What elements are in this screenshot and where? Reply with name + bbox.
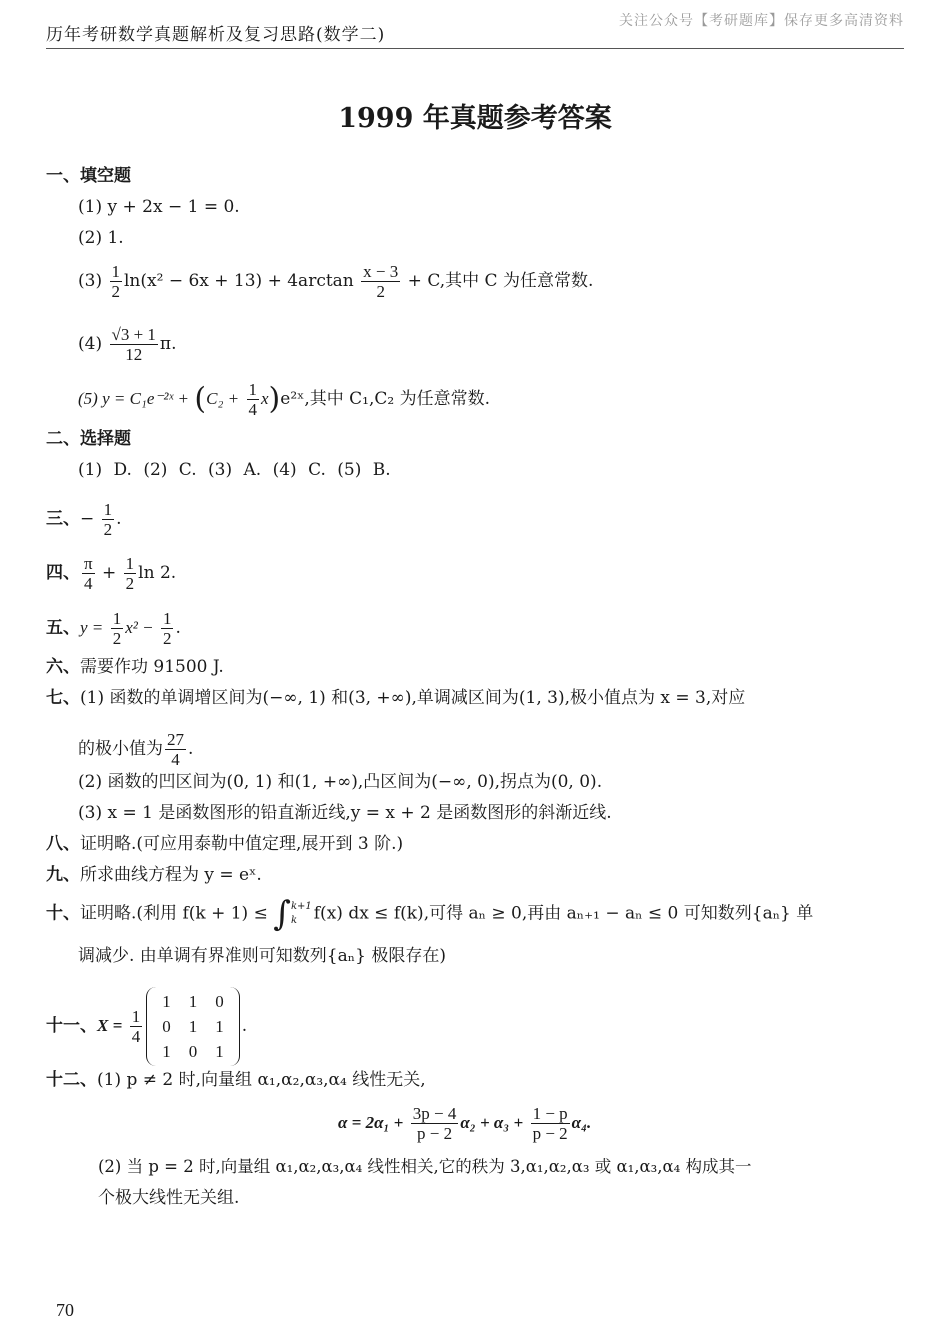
s5-frac-b-den: 2: [162, 629, 172, 648]
s7-label: 七、: [46, 688, 80, 708]
section-6: [46, 655, 224, 679]
matrix-cell: 1: [215, 1042, 224, 1061]
s10-post: f(x) dx ≤ f(k),可得 aₙ ≥ 0,再由 aₙ₊₁ − aₙ ≤ 0 可知数列{aₙ} 单: [313, 903, 814, 924]
section-3: [46, 500, 122, 539]
section-11: [46, 986, 247, 1066]
s5-pre: y =: [80, 618, 104, 637]
matrix-cell: 1: [188, 1017, 198, 1036]
s11-frac: [130, 1007, 143, 1046]
s11-frac-den: 4: [131, 1027, 141, 1046]
s1-4-frac: [110, 325, 158, 364]
s12-eq-frac-a: [411, 1104, 459, 1143]
s7-frac-den: 4: [171, 750, 180, 769]
s1-3-frac-a: [110, 262, 123, 301]
s12-eq-frac-b-num: 1 − p: [532, 1104, 568, 1123]
s5-tail: .: [175, 618, 181, 638]
s12-line-1-text: (1) p ≠ 2 时,向量组 α₁,α₂,α₃,α₄ 线性无关,: [97, 1070, 426, 1090]
s7-line-2-pre: 的极小值为: [78, 739, 163, 759]
s7-line-1-text: (1) 函数的单调增区间为(−∞, 1) 和(3, +∞),单调减区间为(1, 3),极小值点为 x = 3,对应: [80, 688, 746, 708]
s10-upper-limit: k+1: [290, 901, 312, 912]
s11-frac-num: 1: [131, 1007, 141, 1026]
s3-label: 三、: [46, 509, 80, 529]
integral-sign: ∫: [273, 894, 291, 934]
s11-tail: .: [241, 1016, 248, 1036]
s5-mid: x² −: [125, 618, 154, 637]
s1-3-mid: ln(x² − 6x + 13) + 4arctan: [124, 271, 354, 291]
matrix-cell: 1: [215, 1017, 224, 1036]
s1-5-inner: C₂ +: [206, 389, 240, 408]
s12-label: 十二、: [46, 1070, 97, 1090]
s1-4-index: (4): [78, 334, 103, 354]
s12-equation: [338, 1104, 591, 1143]
s1-3-frac-b: [361, 262, 400, 301]
s12-eq-mid: α₂ + α₃ +: [460, 1113, 524, 1132]
s1-5-x: x: [261, 389, 269, 408]
s1-3-frac-b-den: 2: [376, 282, 385, 301]
s7-frac-num: 27: [167, 730, 184, 749]
s8-label: 八、: [46, 834, 80, 854]
s10-pre: 证明略.(利用 f(k + 1) ≤: [80, 903, 268, 924]
s5-frac-b: [161, 609, 174, 648]
s10-lower-limit: k: [290, 915, 298, 926]
s4-frac-a-num: π: [84, 554, 93, 573]
s1-5-lparen: (: [194, 381, 207, 417]
s12-eq-pre: α = 2α₁ +: [338, 1113, 404, 1132]
s1-3-index: (3): [78, 271, 103, 291]
section-1-heading: 一、填空题: [46, 166, 131, 186]
s1-answer-2: (2) 1.: [78, 228, 124, 248]
s1-3-frac-a-den: 2: [111, 282, 120, 301]
s5-frac-a: [111, 609, 124, 648]
s7-frac: [165, 730, 186, 769]
s1-answer-5: [78, 380, 490, 419]
book-title: 历年考研数学真题解析及复习思路(数学二): [46, 25, 386, 45]
matrix-cell: 0: [162, 1017, 171, 1036]
page-title: 1999 年真题参考答案: [338, 103, 612, 134]
s5-label: 五、: [46, 618, 80, 638]
s4-plus: +: [102, 563, 117, 583]
section-12-line-1: [46, 1068, 426, 1092]
matrix-cell: 1: [162, 992, 171, 1011]
s12-eq-frac-a-den: p − 2: [417, 1124, 453, 1143]
s3-frac-den: 2: [103, 520, 113, 539]
s5-frac-a-den: 2: [112, 629, 122, 648]
s4-frac-b-num: 1: [125, 554, 135, 573]
s1-answer-1: (1) y + 2x − 1 = 0.: [78, 197, 240, 217]
s12-eq-frac-a-num: 3p − 4: [412, 1104, 457, 1123]
s1-5-frac-den: 4: [248, 400, 257, 419]
watermark: 关注公众号【考研题库】保存更多高清资料: [619, 13, 904, 29]
header-divider: [46, 48, 904, 49]
section-7-line-3: (2) 函数的凹区间为(0, 1) 和(1, +∞),凸区间为(−∞, 0),拐点为(0, 0).: [78, 772, 603, 792]
s7-line-2-post: .: [188, 739, 194, 759]
s4-frac-b-den: 2: [125, 574, 135, 593]
section-12-line-3: 个极大线性无关组.: [98, 1188, 240, 1208]
matrix-cell: 1: [162, 1042, 171, 1061]
s4-frac-a: [82, 554, 95, 593]
section-7-line-4: (3) x = 1 是函数图形的铅直渐近线,y = x + 2 是函数图形的斜渐近线.: [78, 803, 612, 823]
s1-5-post: e²ˣ,其中 C₁,C₂ 为任意常数.: [280, 389, 491, 409]
matrix-x: [146, 987, 240, 1066]
s10-label: 十、: [46, 903, 80, 924]
s11-label: 十一、: [46, 1016, 97, 1036]
s1-4-post: π.: [159, 334, 177, 354]
s3-sign: −: [80, 509, 95, 529]
section-9: [46, 863, 262, 887]
s9-text: 所求曲线方程为 y = eˣ.: [80, 865, 262, 885]
s1-4-frac-num: √3 + 1: [111, 325, 156, 344]
s1-5-frac: [247, 380, 260, 419]
s5-frac-b-num: 1: [162, 609, 172, 628]
section-10-line-1: [46, 894, 814, 934]
s1-3-frac-a-num: 1: [111, 262, 120, 281]
matrix-cell: 0: [188, 1042, 198, 1061]
s1-3-frac-b-num: x − 3: [363, 262, 399, 281]
section-7-line-1: [46, 686, 745, 710]
s1-5-rparen: ): [268, 381, 281, 417]
matrix-cell: 1: [188, 992, 198, 1011]
s12-eq-post: α₄.: [571, 1113, 592, 1132]
s1-answer-4: [78, 325, 177, 364]
s12-eq-frac-b-den: p − 2: [532, 1124, 568, 1143]
s3-tail: .: [116, 509, 122, 529]
section-10-line-2: 调减少. 由单调有界准则可知数列{aₙ} 极限存在): [78, 946, 446, 966]
section-4: [46, 554, 176, 593]
s4-frac-a-den: 4: [84, 574, 93, 593]
s1-3-post: + C,其中 C 为任意常数.: [407, 271, 594, 291]
s6-label: 六、: [46, 657, 80, 677]
section-7-line-2: [78, 730, 193, 769]
s9-label: 九、: [46, 865, 80, 885]
s3-frac: [102, 500, 115, 539]
s4-tail: ln 2.: [138, 563, 177, 583]
s1-5-pre: (5) y = C₁e⁻²ˣ +: [78, 389, 189, 408]
page-number: 70: [56, 1300, 74, 1320]
s4-frac-b: [124, 554, 137, 593]
s4-label: 四、: [46, 563, 80, 583]
s5-frac-a-num: 1: [112, 609, 122, 628]
s10-integral-limits: [291, 900, 312, 928]
s3-frac-num: 1: [103, 500, 113, 519]
s8-text: 证明略.(可应用泰勒中值定理,展开到 3 阶.): [80, 834, 404, 854]
s1-5-frac-num: 1: [248, 380, 257, 399]
s1-4-frac-den: 12: [125, 345, 143, 364]
s2-answers: (1) D. (2) C. (3) A. (4) C. (5) B.: [78, 460, 391, 480]
s12-eq-frac-b: [531, 1104, 570, 1143]
matrix-cell: 0: [215, 992, 224, 1011]
section-5: [46, 609, 181, 648]
section-12-line-2: (2) 当 p = 2 时,向量组 α₁,α₂,α₃,α₄ 线性相关,它的秩为 3,α₁,α₂,α₃ 或 α₁,α₃,α₄ 构成其一: [98, 1157, 752, 1176]
s1-answer-3: [78, 262, 593, 301]
section-2-heading: 二、选择题: [46, 429, 131, 449]
section-8: [46, 832, 403, 856]
s11-lhs: X =: [97, 1016, 123, 1035]
s6-text: 需要作功 91500 J.: [80, 657, 224, 677]
